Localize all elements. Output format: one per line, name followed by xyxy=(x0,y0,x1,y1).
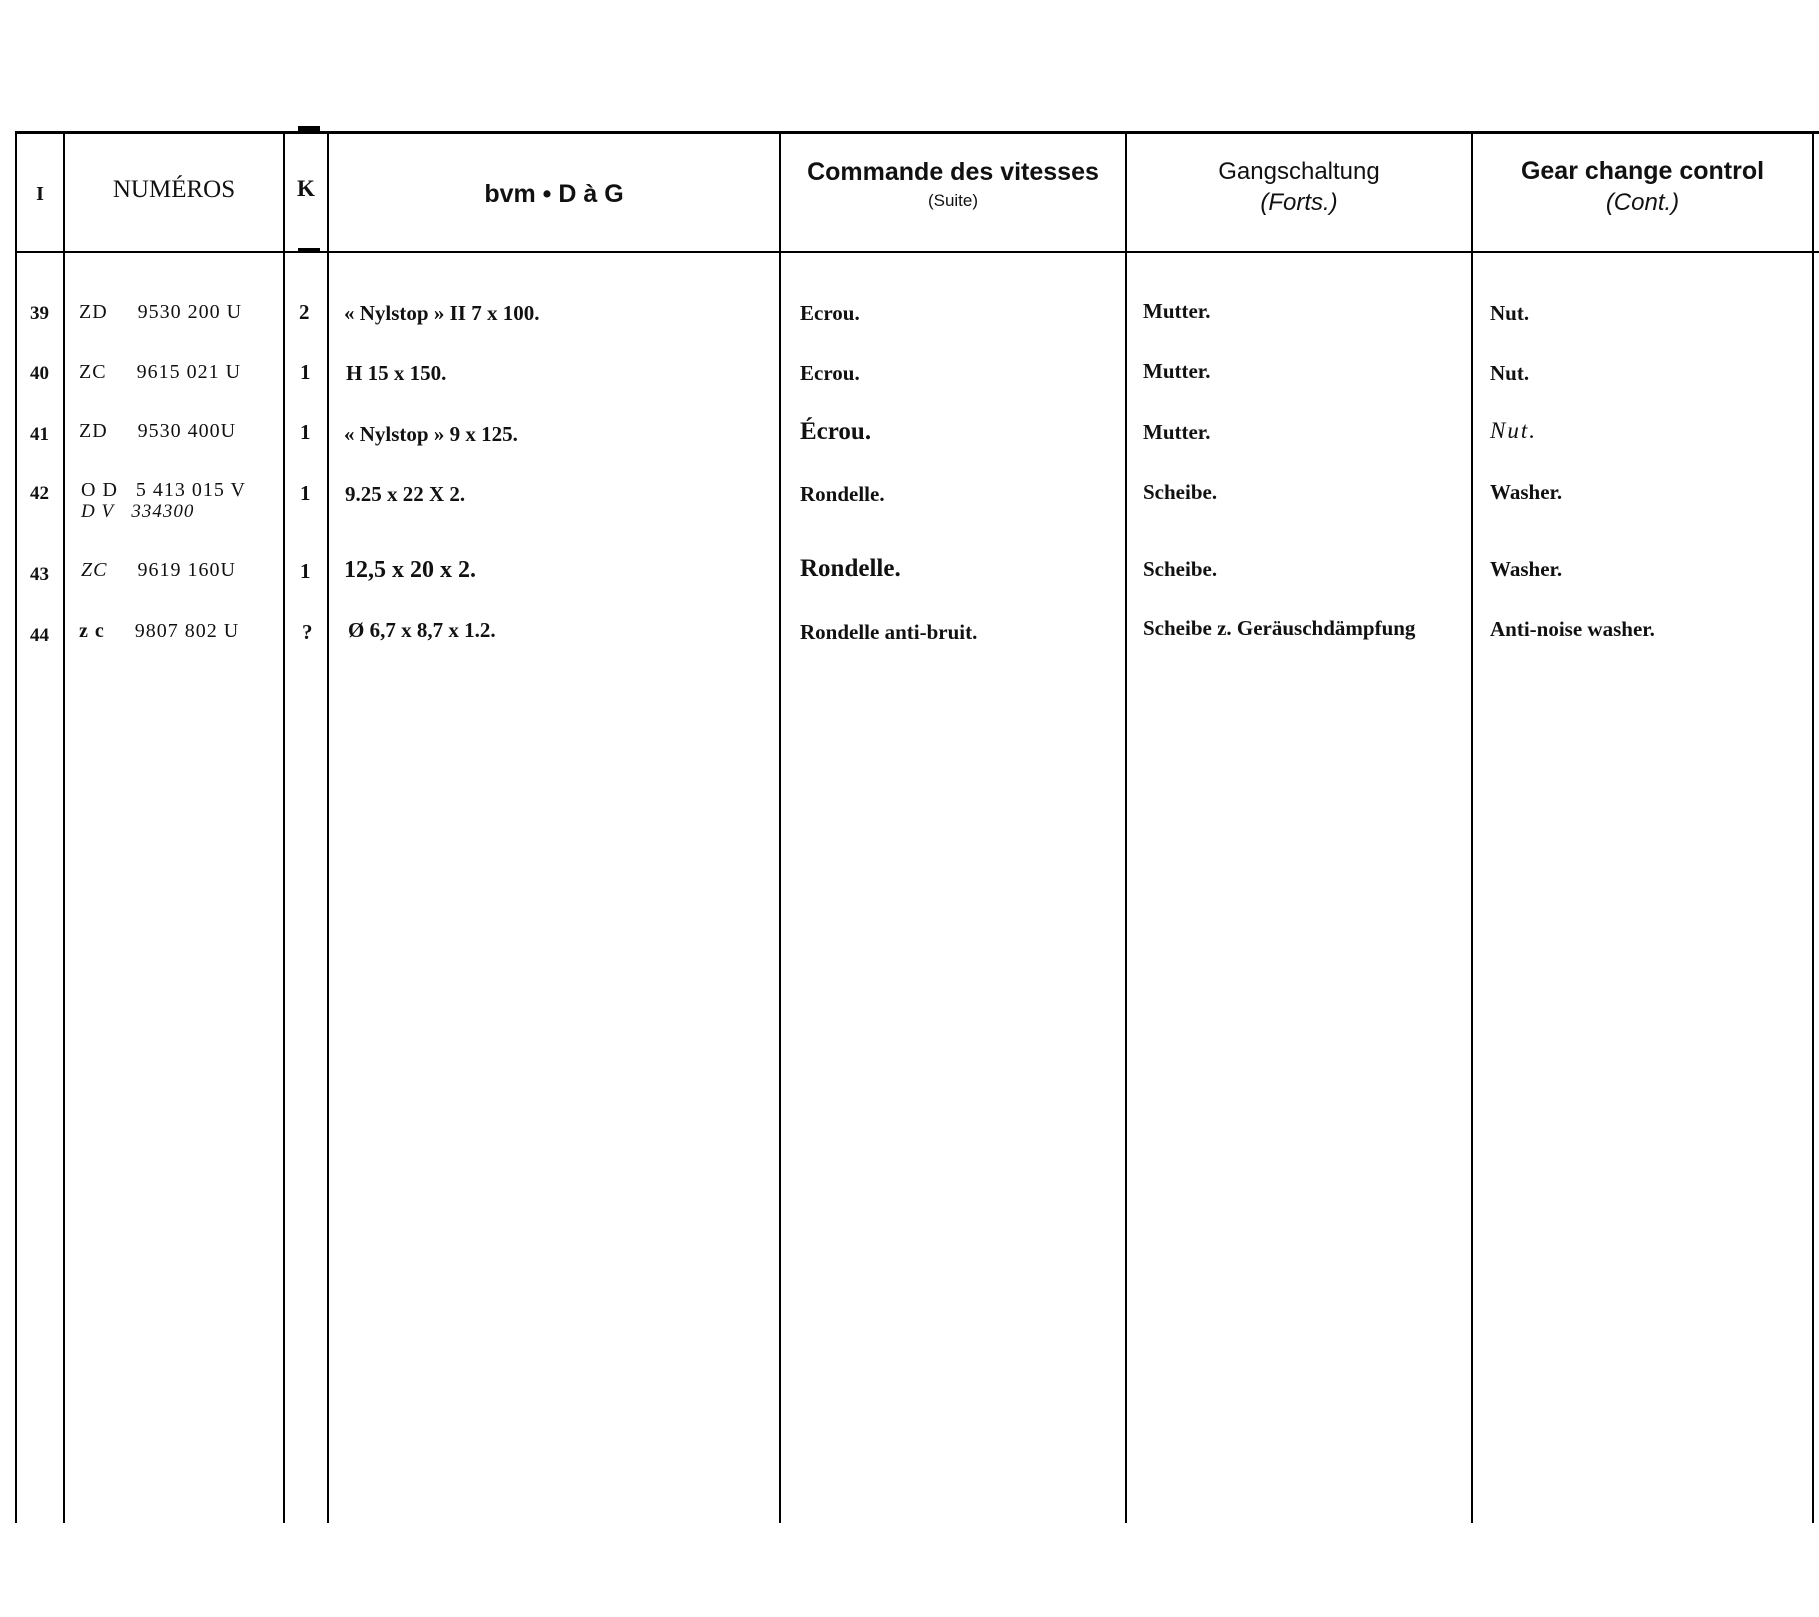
part-prefix: O D xyxy=(81,479,118,501)
header-k xyxy=(285,176,327,202)
specification: « Nylstop » II 7 x 100. xyxy=(344,301,540,325)
header-french-title: Commande des vitesses xyxy=(807,158,1099,186)
header-english-sub: (Cont.) xyxy=(1605,189,1680,216)
description-german: Scheibe. xyxy=(1143,480,1218,504)
row-index: 42 xyxy=(30,483,49,504)
part-code: 9619 160U xyxy=(137,559,236,581)
description-german: Mutter. xyxy=(1143,359,1211,383)
part-code: 9530 400U xyxy=(137,420,237,442)
part-code: 5 413 015 V xyxy=(135,479,246,501)
specification: 9.25 x 22 X 2. xyxy=(345,482,466,506)
table-top-rule xyxy=(15,131,1819,134)
row-index: 41 xyxy=(30,424,49,445)
description-english: Nut. xyxy=(1490,301,1530,325)
description-german: Scheibe. xyxy=(1143,557,1218,581)
part-number xyxy=(81,559,236,582)
header-gearbox-label: bvm • D à G xyxy=(484,180,624,208)
column-divider xyxy=(283,133,285,1523)
specification: 12,5 x 20 x 2. xyxy=(344,557,476,583)
k-column-mark-top xyxy=(298,126,320,131)
part-prefix: ZC xyxy=(81,559,108,581)
part-number xyxy=(79,301,242,324)
column-divider xyxy=(15,133,17,1523)
part-prefix: ZD xyxy=(79,420,108,442)
header-bottom-rule xyxy=(15,251,1819,253)
description-french: Rondelle. xyxy=(800,555,901,582)
header-german-sub: (Forts.) xyxy=(1260,189,1338,216)
column-divider xyxy=(327,133,329,1523)
part-number xyxy=(81,479,246,502)
part-prefix: ZC xyxy=(79,361,107,383)
specification: Ø 6,7 x 8,7 x 1.2. xyxy=(348,618,496,642)
column-divider xyxy=(1471,133,1473,1523)
description-german: Mutter. xyxy=(1143,299,1211,323)
description-german: Scheibe z. Geräuschdämpfung xyxy=(1143,616,1416,640)
header-index xyxy=(17,183,63,206)
row-index: 43 xyxy=(30,564,49,585)
row-index: 39 xyxy=(30,303,49,324)
specification: « Nylstop » 9 x 125. xyxy=(344,422,518,446)
header-german xyxy=(1127,158,1471,217)
description-english: Washer. xyxy=(1490,557,1563,581)
description-french: Rondelle anti-bruit. xyxy=(800,620,978,644)
quantity: 2 xyxy=(299,300,310,324)
column-divider xyxy=(63,133,65,1523)
part-number-alt xyxy=(81,501,194,523)
header-german-title: Gangschaltung xyxy=(1218,158,1380,185)
part-number xyxy=(79,620,239,643)
header-french-sub: (Suite) xyxy=(927,191,979,210)
part-code: 9807 802 U xyxy=(134,620,240,642)
specification: H 15 x 150. xyxy=(346,361,447,385)
part-number xyxy=(79,361,241,384)
header-french xyxy=(781,158,1125,211)
description-french: Ecrou. xyxy=(800,361,860,385)
column-divider xyxy=(779,133,781,1523)
quantity: ? xyxy=(302,620,313,644)
description-english: Anti-noise washer. xyxy=(1490,617,1655,641)
part-prefix: z c xyxy=(79,620,105,642)
column-divider xyxy=(1812,133,1814,1523)
column-divider xyxy=(1125,133,1127,1523)
description-german: Mutter. xyxy=(1143,420,1211,444)
header-k-label: K xyxy=(297,176,315,201)
part-code: 9615 021 U xyxy=(136,361,242,383)
quantity: 1 xyxy=(300,420,311,444)
description-english: Washer. xyxy=(1490,480,1563,504)
part-number xyxy=(79,420,236,443)
quantity: 1 xyxy=(300,559,311,583)
alt-part-code: 334300 xyxy=(131,501,195,522)
quantity: 1 xyxy=(300,360,311,384)
description-english: Nut. xyxy=(1490,361,1530,385)
header-index-label: I xyxy=(36,183,44,205)
description-french: Écrou. xyxy=(800,418,872,445)
k-column-mark-bottom xyxy=(298,248,320,252)
header-english xyxy=(1473,157,1812,217)
header-numeros xyxy=(65,176,283,204)
alt-part-prefix: D V xyxy=(81,501,115,522)
row-index: 40 xyxy=(30,363,49,384)
part-prefix: ZD xyxy=(79,301,108,323)
header-numeros-label: NUMÉROS xyxy=(112,176,236,203)
header-english-title: Gear change control xyxy=(1520,157,1765,185)
header-gearbox xyxy=(329,180,779,209)
description-english: Nut. xyxy=(1490,418,1537,443)
description-french: Rondelle. xyxy=(800,482,885,506)
row-index: 44 xyxy=(30,625,49,646)
part-code: 9530 200 U xyxy=(137,301,243,323)
quantity: 1 xyxy=(300,481,311,505)
description-french: Ecrou. xyxy=(800,301,860,325)
